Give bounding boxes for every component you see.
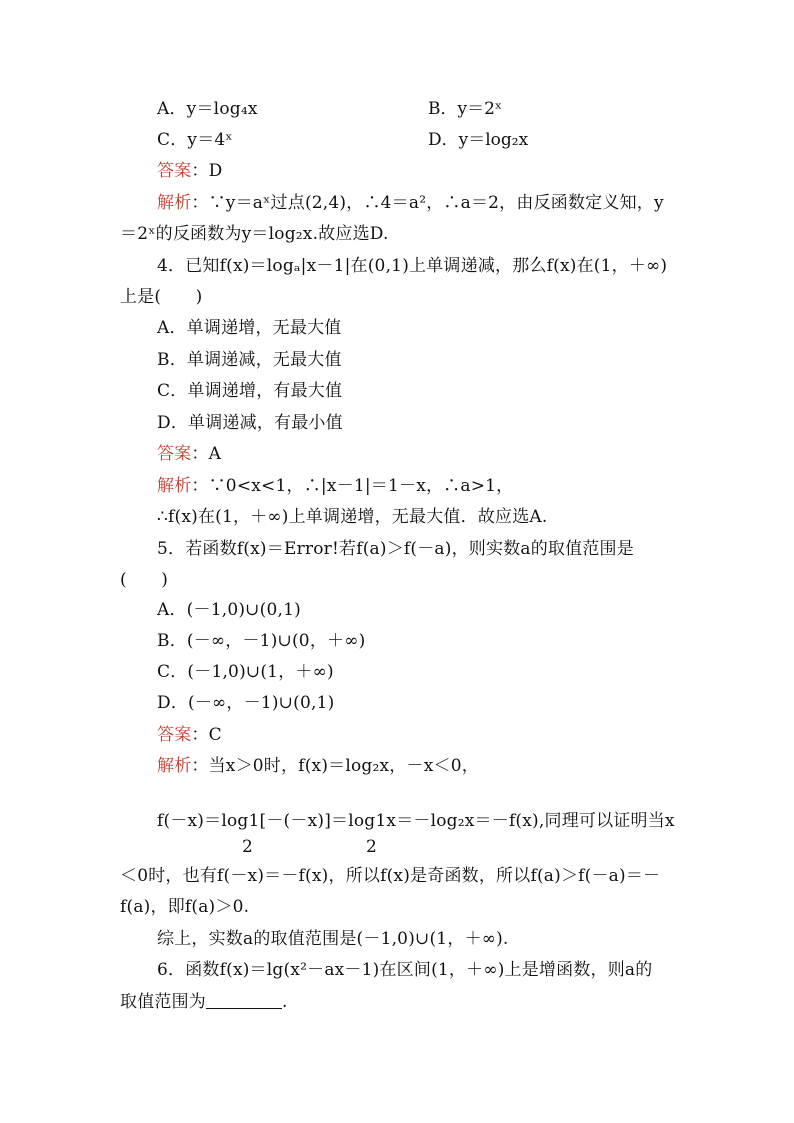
q5-option-c: C．(－1,0)∪(1，＋∞) xyxy=(157,662,334,682)
q4-analysis-line-2: ∴f(x)在(1，＋∞)上单调递增，无最大值．故应选A. xyxy=(157,507,548,527)
q4-stem-line-2: 上是( ) xyxy=(120,287,203,307)
q4-option-b: B．单调递减，无最大值 xyxy=(157,350,342,370)
analysis-label: 解析 xyxy=(157,476,192,496)
q4-analysis-line-1 xyxy=(157,475,677,497)
q3-answer xyxy=(157,160,677,182)
q6-stem-end: . xyxy=(282,992,288,1012)
q3-option-b: B．y＝2ˣ xyxy=(428,99,503,119)
q4-option-c: C．单调递增，有最大值 xyxy=(157,381,343,401)
q3-option-d: D．y＝log₂x xyxy=(428,130,529,150)
analysis-label: 解析 xyxy=(157,756,192,776)
q6-stem-line-1: 6．函数f(x)＝lg(x²－ax－1)在区间(1，＋∞)上是增函数，则a的 xyxy=(157,960,653,980)
q5-analysis-line-5: 综上，实数a的取值范围是(－1,0)∪(1，＋∞). xyxy=(157,929,509,949)
q5-answer xyxy=(157,724,677,746)
q4-stem-line-1: 4．已知f(x)＝logₐ|x－1|在(0,1)上单调递减，那么f(x)在(1，＋∞) xyxy=(157,256,668,276)
q3-analysis-line-1 xyxy=(157,192,677,214)
analysis-text: ：当x＞0时，f(x)＝log₂x，－x＜0， xyxy=(191,756,479,776)
answer-value: ：A xyxy=(191,444,222,464)
q4-answer xyxy=(157,443,677,465)
q4-option-a: A．单调递增，无最大值 xyxy=(157,318,342,338)
q6-stem-text: 取值范围为 xyxy=(120,992,206,1012)
q3-analysis-line-2: ＝2ˣ的反函数为y＝log₂x.故应选D. xyxy=(120,224,389,244)
answer-value: ：C xyxy=(191,725,222,745)
q5-option-b: B．(－∞，－1)∪(0，＋∞) xyxy=(157,631,366,651)
answer-label: 答案 xyxy=(157,161,192,181)
q5-analysis-line-2: f(－x)＝log1[－(－x)]＝log1x＝－log₂x＝－f(x),同理可以证明当x xyxy=(157,811,675,831)
q5-option-a: A．(－1,0)∪(0,1) xyxy=(157,600,301,620)
answer-value: ：D xyxy=(191,161,223,181)
log-base-subscript: 2 xyxy=(366,837,377,857)
analysis-text: ：∵y＝aˣ过点(2,4)，∴4＝a²，∴a＝2，由反函数定义知，y xyxy=(191,193,664,213)
q3-option-c: C．y＝4ˣ xyxy=(157,130,233,150)
answer-label: 答案 xyxy=(157,444,192,464)
analysis-text: ：∵0<x<1，∴|x－1|＝1－x，∴a>1， xyxy=(191,476,514,496)
q4-option-d: D．单调递减，有最小值 xyxy=(157,413,343,433)
q6-stem-line-2 xyxy=(120,991,680,1013)
q5-analysis-line-1 xyxy=(157,755,677,777)
answer-blank[interactable] xyxy=(206,992,282,1009)
log-base-subscript: 2 xyxy=(242,837,253,857)
q5-stem-line-1: 5．若函数f(x)＝Error!若f(a)＞f(－a)，则实数a的取值范围是 xyxy=(157,539,634,559)
q5-option-d: D．(－∞，－1)∪(0,1) xyxy=(157,693,335,713)
q5-stem-line-2: ( ) xyxy=(120,570,169,590)
q3-option-a: A．y＝log₄x xyxy=(157,99,258,119)
q5-analysis-line-3: ＜0时，也有f(－x)＝－f(x)，所以f(x)是奇函数，所以f(a)＞f(－a)＝－ xyxy=(120,866,661,886)
q5-analysis-line-4: f(a)，即f(a)＞0. xyxy=(120,897,250,917)
answer-label: 答案 xyxy=(157,725,192,745)
analysis-label: 解析 xyxy=(157,193,192,213)
